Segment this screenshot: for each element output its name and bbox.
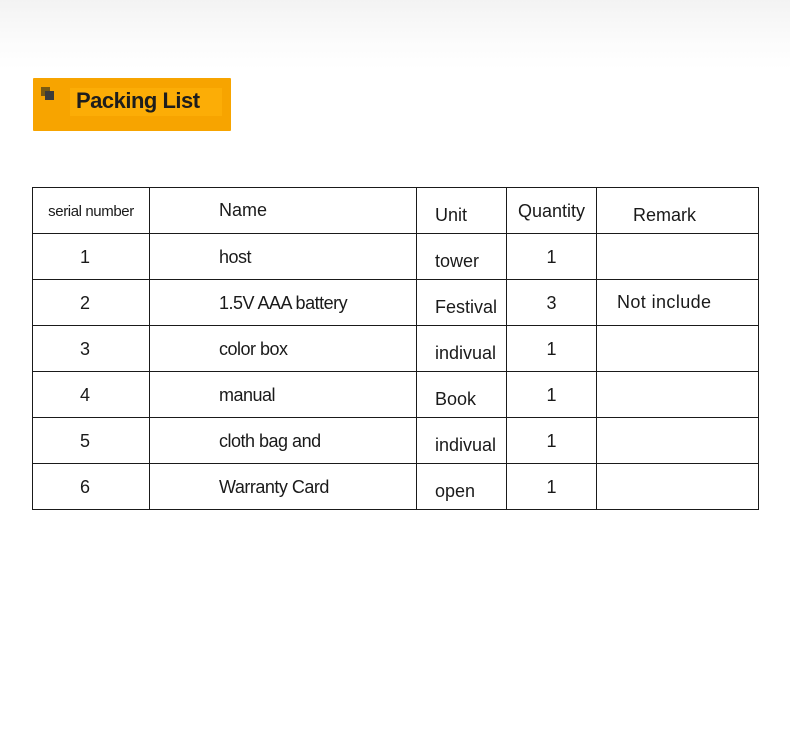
cell-serial: 3 <box>33 326 150 372</box>
cell-remark <box>597 372 759 418</box>
cell-unit: Book <box>417 372 507 418</box>
column-header-name: Name <box>150 188 417 234</box>
cell-remark <box>597 464 759 510</box>
cell-unit: Festival <box>417 280 507 326</box>
cell-unit: open <box>417 464 507 510</box>
cell-unit: indivual <box>417 326 507 372</box>
cell-unit: tower <box>417 234 507 280</box>
table-row <box>33 372 759 418</box>
table-row <box>33 280 759 326</box>
cell-serial: 6 <box>33 464 150 510</box>
cell-serial: 5 <box>33 418 150 464</box>
cell-serial: 1 <box>33 234 150 280</box>
cell-name: color box <box>150 326 417 372</box>
cell-remark: Not include <box>597 280 759 326</box>
cell-unit: indivual <box>417 418 507 464</box>
cell-quantity: 1 <box>507 418 597 464</box>
table-row <box>33 326 759 372</box>
table-row <box>33 464 759 510</box>
cell-remark <box>597 418 759 464</box>
column-header-serial: serial number <box>33 188 150 234</box>
cell-serial: 4 <box>33 372 150 418</box>
page-title: Packing List <box>76 88 200 113</box>
stacked-squares-icon <box>41 87 55 101</box>
column-header-quantity: Quantity <box>507 188 597 234</box>
cell-quantity: 1 <box>507 234 597 280</box>
cell-quantity: 3 <box>507 280 597 326</box>
cell-quantity: 1 <box>507 372 597 418</box>
cell-serial: 2 <box>33 280 150 326</box>
column-header-remark: Remark <box>597 188 759 234</box>
cell-name: host <box>150 234 417 280</box>
cell-remark <box>597 234 759 280</box>
cell-name: manual <box>150 372 417 418</box>
cell-quantity: 1 <box>507 464 597 510</box>
cell-remark <box>597 326 759 372</box>
table-row <box>33 234 759 280</box>
packing-list-table <box>32 187 759 510</box>
table-header-row <box>33 188 759 234</box>
cell-name: cloth bag and <box>150 418 417 464</box>
table-row <box>33 418 759 464</box>
cell-quantity: 1 <box>507 326 597 372</box>
cell-name: Warranty Card <box>150 464 417 510</box>
packing-list-badge <box>33 78 231 131</box>
cell-name: 1.5V AAA battery <box>150 280 417 326</box>
column-header-unit: Unit <box>417 188 507 234</box>
